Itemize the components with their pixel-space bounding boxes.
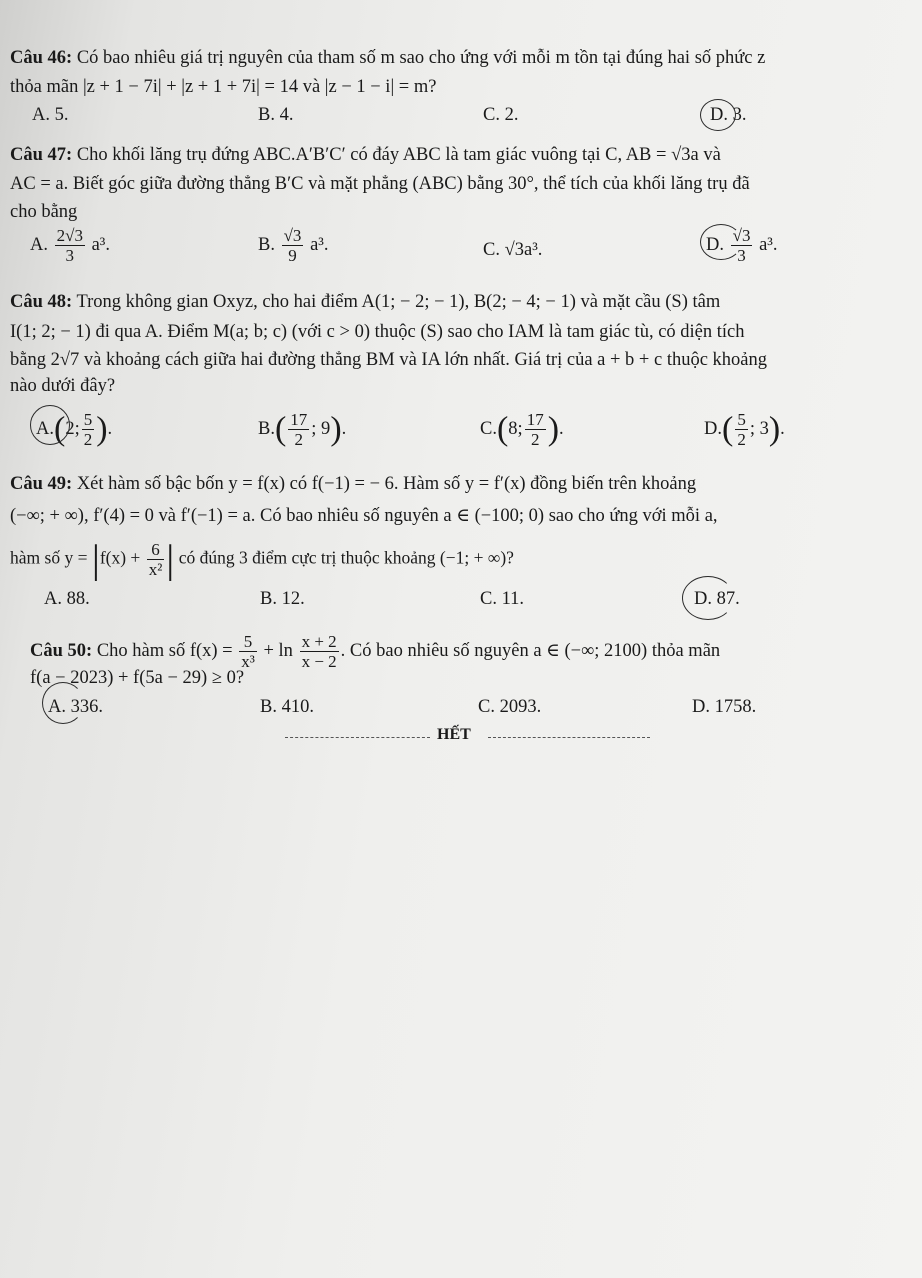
left-paren: ( [274,410,287,448]
denominator: x − 2 [301,652,337,671]
right-paren: ) [330,410,342,448]
option-tail: a³. [759,234,778,255]
denominator: 3 [65,246,75,265]
denominator: 2 [737,430,746,449]
end-marker: HẾT [437,726,471,743]
q48-label: Câu 48: [10,292,73,312]
option-label: D. [706,234,724,255]
option-label: A. [30,234,48,255]
option-tail: . [780,418,785,439]
q50-option-a: A. 336. [48,697,103,717]
option-label: B. [258,418,275,439]
numerator: √3 [283,226,302,245]
answer-circle-mark [42,682,84,724]
denominator: 2 [83,430,93,449]
q50-text1-mid: + ln [258,640,298,661]
denominator: x² [148,560,163,579]
q50-option-b: B. 410. [260,697,314,717]
end-divider-right [488,737,650,738]
q47-line3: cho bằng [10,202,78,222]
q50-option-c: C. 2093. [478,697,542,717]
q49-line1 [10,472,696,496]
option-tail: . [559,418,564,439]
denominator: 9 [288,246,297,265]
q49-function: f(x) + [99,547,145,568]
q48-line1 [10,290,720,314]
q47-line1 [10,143,721,167]
option-post: ; 9 [311,418,331,439]
q49-option-d: D. 87. [694,589,740,609]
q46-option-d: D. 3. [710,105,747,125]
q48-option-d [704,410,785,449]
option-tail: . [107,418,113,439]
q46-line2: thỏa mãn |z + 1 − 7i| + |z + 1 + 7i| = 14 và |z − 1 − i| = m? [10,77,437,97]
q49-line2: (−∞; + ∞), f′(4) = 0 và f′(−1) = a. Có bao nhiêu số nguyên a ∈ (−100; 0) sao cho ứng với mỗi a, [10,506,718,526]
q48-text1: Trong không gian Oxyz, cho hai điểm A(1; − 2; − 1), B(2; − 4; − 1) và mặt cầu (S) tâm [72,292,721,312]
option-tail: a³. [91,234,110,255]
option-tail: a³. [310,234,329,255]
fraction [282,226,304,265]
end-divider-left [285,737,430,738]
fraction [525,410,546,449]
q48-line3: bằng 2√7 và khoảng cách giữa hai đường thẳng BM và IA lớn nhất. Giá trị của a + b + c thuộc khoảng [10,350,768,370]
q50-label: Câu 50: [30,640,93,661]
q46-text1: Có bao nhiêu giá trị nguyên của tham số m sao cho ứng với mỗi m tồn tại đúng hai số phức z [72,48,766,68]
numerator: √3 [732,226,751,245]
left-paren: ( [722,410,734,448]
option-label: A. [36,418,54,439]
right-paren: ) [96,410,108,448]
denominator: 2 [294,430,304,449]
numerator: 6 [147,540,165,560]
q49-option-c: C. 11. [480,589,525,609]
abs-bar-left: | [91,536,100,582]
q46-option-a: A. 5. [32,105,69,125]
q50-text1-post: . Có bao nhiêu số nguyên a ∈ (−∞; 2100) thỏa mãn [340,640,721,661]
fraction [735,410,748,449]
q50-line2: f(a − 2023) + f(5a − 29) ≥ 0? [30,668,245,688]
q47-option-c: C. √3a³. [483,240,543,260]
option-post: ; 3 [749,418,769,439]
denominator: 2 [530,430,540,449]
q47-label: Câu 47: [10,145,73,165]
right-paren: ) [547,410,560,448]
q49-text1: Xét hàm số bậc bốn y = f(x) có f(−1) = − 6. Hàm số y = f′(x) đồng biến trên khoảng [72,474,697,494]
numerator: 17 [290,410,308,429]
q48-line2: I(1; 2; − 1) đi qua A. Điểm M(a; b; c) (với c > 0) thuộc (S) sao cho IAM là tam giác tù, có diện tích [10,322,745,342]
q46-option-b: B. 4. [258,105,294,125]
option-pre: 8; [508,418,523,439]
q50-text1-pre: Cho hàm số f(x) = [92,640,238,661]
answer-circle-mark [700,224,742,260]
q47-option-b [258,226,328,265]
q49-text3-post: có đúng 3 điểm cực trị thuộc khoảng (−1; + ∞)? [174,547,514,568]
fraction [82,410,95,449]
right-paren: ) [768,410,781,448]
q49-line3 [10,536,514,582]
q48-option-b [258,410,346,449]
left-paren: ( [54,410,66,448]
q46-option-c: C. 2. [483,105,519,125]
denominator: x³ [241,652,255,671]
q48-line4: nào dưới đây? [10,376,116,396]
q49-option-a: A. 88. [44,589,90,609]
numerator: x + 2 [301,632,337,651]
option-label: C. [480,418,497,439]
abs-bar-right: | [166,536,175,582]
q47-line2: AC = a. Biết góc giữa đường thẳng B′C và mặt phẳng (ABC) bằng 30°, thể tích của khối lăng trụ đã [10,174,750,194]
fraction [55,226,85,265]
fraction [288,410,309,449]
fraction [300,632,339,671]
denominator: 3 [737,246,746,265]
q47-option-a [30,226,110,265]
option-pre: 2; [65,418,80,439]
numerator: 17 [526,410,544,429]
option-label: B. [258,234,275,255]
fraction [147,540,165,579]
q48-option-c [480,410,564,449]
answer-circle-mark [700,99,736,131]
numerator: 2√3 [56,226,83,245]
q49-text3-pre: hàm số y = [10,547,92,568]
numerator: 5 [737,410,746,429]
q50-option-d: D. 1758. [692,697,757,717]
answer-circle-mark [30,405,70,445]
numerator: 5 [83,410,93,429]
numerator: 5 [239,632,257,652]
q47-text1: Cho khối lăng trụ đứng ABC.A′B′C′ có đáy ABC là tam giác vuông tại C, AB = √3a và [72,145,721,165]
option-label: D. [704,418,722,439]
option-tail: . [341,418,347,439]
left-paren: ( [496,410,509,448]
q49-label: Câu 49: [10,474,73,494]
answer-circle-mark [682,576,734,620]
q46-line1 [10,46,765,70]
q49-option-b: B. 12. [260,589,305,609]
q46-label: Câu 46: [10,48,73,68]
